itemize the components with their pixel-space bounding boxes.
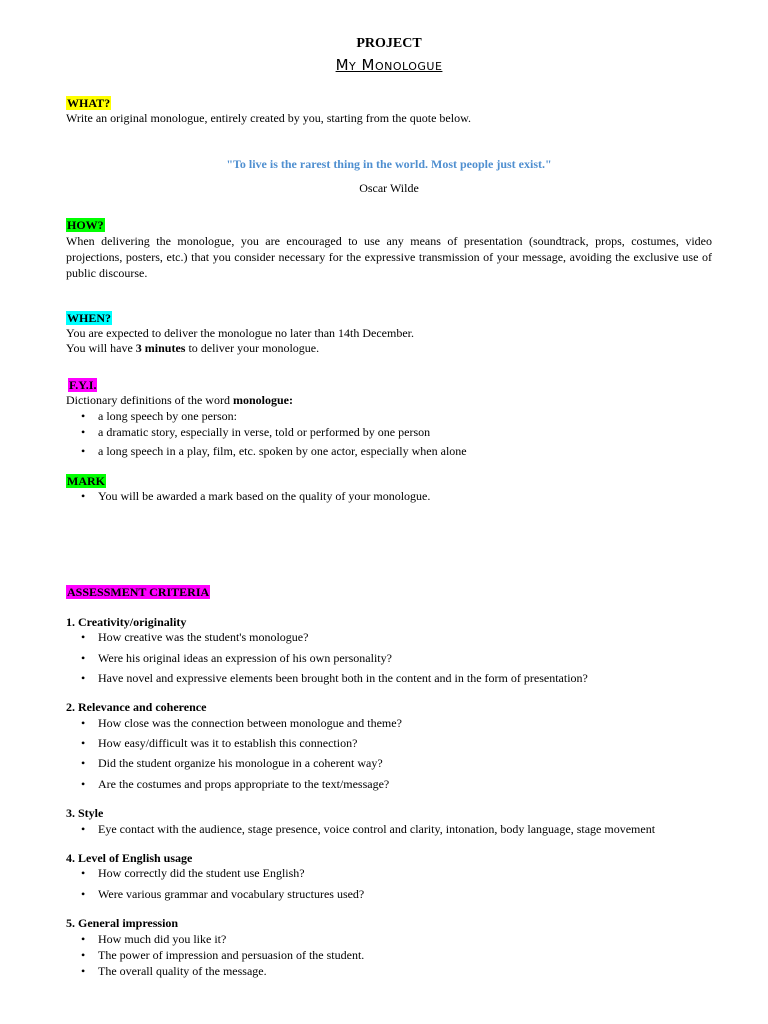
criterion-list [66,630,712,686]
criterion-title: 5. General impression [66,916,179,930]
criterion-list [66,822,712,837]
list-item: • The power of impression and persuasion of the student. [66,948,712,964]
criterion-list [66,932,712,979]
when-line-2-text: You will have [66,341,136,355]
what-heading-row [66,96,111,111]
when-heading-row [66,311,112,326]
how-heading-row [66,218,105,233]
quote-text: "To live is the rarest thing in the world. Most people just exist." [226,157,552,171]
when-line-2-end: to deliver your monologue. [185,341,320,355]
list-item: • a dramatic story, especially in verse, told or performed by one person [66,425,712,444]
criterion-title: 2. Relevance and coherence [66,700,207,714]
list-item: • Eye contact with the audience, stage presence, voice control and clarity, intonation, body language, stage movement [66,822,712,837]
how-text: When delivering the monologue, you are encouraged to use any means of presentation (soundtrack, props, costumes, video projections, posters, etc.) that you consider necessary for the expressive transmission of your message, avoiding the exclusive use of public discourse. [66,234,712,280]
criterion-list [66,866,712,902]
list-item: • Did the student organize his monologue in a coherent way? [66,756,712,777]
criterion-title: 3. Style [66,806,104,820]
list-item: • The overall quality of the message. [66,964,712,979]
fyi-heading-row [68,378,97,393]
quote-author: Oscar Wilde [359,181,419,195]
list-item: • How much did you like it? [66,932,712,948]
fyi-intro-text: Dictionary definitions of the word [66,393,233,407]
how-heading: HOW? [67,218,104,232]
assessment-heading: ASSESSMENT CRITERIA [67,585,210,599]
fyi-heading: F.Y.I. [69,378,97,392]
page-subtitle: My Monologue [335,56,443,74]
when-heading: WHEN? [67,311,112,325]
list-item: • Were various grammar and vocabulary structures used? [66,887,712,902]
list-item: • How correctly did the student use English? [66,866,712,887]
mark-heading: MARK [67,474,105,488]
fyi-definitions-list [66,409,712,460]
list-item: • You will be awarded a mark based on the quality of your monologue. [66,489,712,504]
when-line-1: You are expected to deliver the monologue no later than 14th December. [66,326,415,340]
fyi-intro-term: monologue: [232,393,293,407]
list-item: • How creative was the student's monologue? [66,630,712,651]
when-line-2 [66,341,319,356]
what-text: Write an original monologue, entirely created by you, starting from the quote below. [66,111,471,125]
fyi-intro [66,393,293,408]
what-heading: WHAT? [67,96,111,110]
list-item: • How easy/difficult was it to establish this connection? [66,736,712,756]
page-title: PROJECT [356,36,422,51]
criterion-title: 1. Creativity/originality [66,615,187,629]
mark-heading-row [66,474,106,489]
list-item: • How close was the connection between monologue and theme? [66,716,712,736]
criterion-list [66,716,712,792]
list-item: • Were his original ideas an expression of his own personality? [66,651,712,671]
list-item: • a long speech in a play, film, etc. spoken by one actor, especially when alone [66,444,712,460]
list-item: • Are the costumes and props appropriate to the text/message? [66,777,712,792]
criterion-title: 4. Level of English usage [66,851,193,865]
list-item: • a long speech by one person: [66,409,712,425]
assessment-heading-row [66,585,210,600]
when-duration: 3 minutes [135,341,186,355]
mark-list [66,489,712,504]
list-item: • Have novel and expressive elements been brought both in the content and in the form of presentation? [66,671,712,686]
